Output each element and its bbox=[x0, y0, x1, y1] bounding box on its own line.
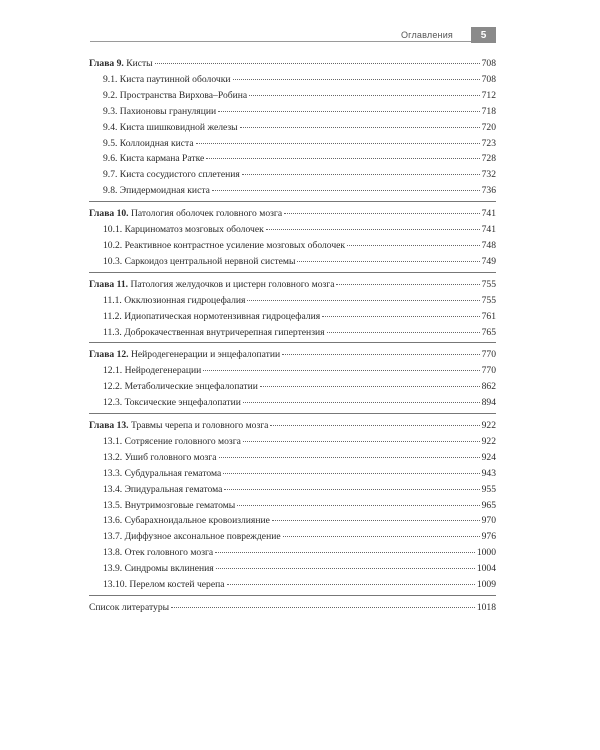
toc-chapter-row[interactable] bbox=[89, 56, 496, 72]
item-title: Ушиб головного мозга bbox=[124, 451, 217, 463]
dot-leader bbox=[336, 284, 479, 285]
page-number: 748 bbox=[481, 239, 496, 251]
item-title: Метаболические энцефалопатии bbox=[124, 381, 258, 393]
chapter-label: Глава 13. bbox=[89, 420, 129, 432]
dot-leader bbox=[272, 520, 480, 521]
item-title: Сотрясение головного мозга bbox=[124, 435, 241, 447]
page-number: 741 bbox=[481, 208, 496, 220]
page-number: 976 bbox=[481, 531, 496, 543]
item-title: Киста сосудистого сплетения bbox=[119, 169, 240, 181]
dot-leader bbox=[242, 174, 480, 175]
item-title: Саркоидоз центральной нервной системы bbox=[124, 255, 296, 267]
item-number: 9.1. bbox=[103, 73, 118, 85]
chapter-title: Травмы черепа и головного мозга bbox=[130, 420, 269, 432]
toc-item-row[interactable] bbox=[89, 561, 496, 577]
page-number: 1018 bbox=[476, 602, 496, 613]
running-header bbox=[90, 29, 495, 42]
item-number: 13.5. bbox=[103, 499, 123, 511]
toc-item-row[interactable] bbox=[89, 363, 496, 379]
dot-leader bbox=[219, 457, 480, 458]
toc-item-row[interactable] bbox=[89, 238, 496, 254]
chapter-label: Глава 11. bbox=[89, 278, 129, 290]
item-title: Отек головного мозга bbox=[124, 547, 214, 559]
item-title: Диффузное аксональное повреждение bbox=[124, 531, 281, 543]
dot-leader bbox=[283, 536, 480, 537]
toc-item-row[interactable] bbox=[89, 293, 496, 309]
dot-leader bbox=[243, 441, 480, 442]
dot-leader bbox=[155, 63, 480, 64]
dot-leader bbox=[203, 370, 479, 371]
item-number: 9.7. bbox=[103, 169, 118, 181]
item-number: 13.7. bbox=[103, 531, 123, 543]
item-number: 12.1. bbox=[103, 365, 123, 377]
dot-leader bbox=[212, 190, 480, 191]
item-number: 10.1. bbox=[103, 224, 123, 236]
item-title: Токсические энцефалопатии bbox=[124, 397, 241, 409]
dot-leader bbox=[215, 552, 475, 553]
page-number: 770 bbox=[481, 365, 496, 377]
page-number: 720 bbox=[481, 121, 496, 133]
page-number: 749 bbox=[481, 255, 496, 267]
item-number: 9.8. bbox=[103, 185, 118, 197]
item-number: 10.2. bbox=[103, 239, 123, 251]
page-number: 761 bbox=[481, 310, 496, 322]
dot-leader bbox=[243, 402, 480, 403]
item-number: 10.3. bbox=[103, 255, 123, 267]
toc-item-row[interactable] bbox=[89, 222, 496, 238]
item-title: Карциноматоз мозговых оболочек bbox=[124, 224, 264, 236]
page-number: 770 bbox=[481, 349, 496, 361]
page-number: 755 bbox=[481, 278, 496, 290]
page-number: 736 bbox=[481, 185, 496, 197]
toc-item-row[interactable] bbox=[89, 434, 496, 450]
page-number: 862 bbox=[481, 381, 496, 393]
dot-leader bbox=[270, 425, 479, 426]
item-title: Окклюзионная гидроцефалия bbox=[124, 294, 246, 306]
toc-item-row[interactable] bbox=[89, 254, 496, 270]
item-number: 9.5. bbox=[103, 137, 118, 149]
toc-item-row[interactable] bbox=[89, 379, 496, 395]
item-title: Перелом костей черепа bbox=[129, 579, 225, 591]
chapter-title: Патология оболочек головного мозга bbox=[130, 208, 283, 220]
dot-leader bbox=[240, 127, 480, 128]
item-number: 13.2. bbox=[103, 451, 123, 463]
page-number: 955 bbox=[481, 483, 496, 495]
item-number: 13.8. bbox=[103, 547, 123, 559]
toc-item-row[interactable] bbox=[89, 482, 496, 498]
header-title: Оглавления bbox=[400, 30, 453, 40]
dot-leader bbox=[284, 213, 480, 214]
chapter-label: Глава 12. bbox=[89, 349, 129, 361]
item-number: 13.9. bbox=[103, 563, 123, 575]
item-title: Киста шишковидной железы bbox=[119, 121, 238, 133]
toc-item-row[interactable] bbox=[89, 104, 496, 120]
toc-item-row[interactable] bbox=[89, 120, 496, 136]
toc-chapter-row[interactable] bbox=[89, 347, 496, 363]
chapter-title: Патология желудочков и цистерн головного мозга bbox=[130, 278, 335, 290]
toc-item-row[interactable] bbox=[89, 309, 496, 325]
chapter-title: Нейродегенерации и энцефалопатии bbox=[130, 349, 281, 361]
toc-item-row[interactable] bbox=[89, 325, 496, 341]
toc-chapter-row[interactable] bbox=[89, 418, 496, 434]
dot-leader bbox=[206, 158, 479, 159]
item-title: Реактивное контрастное усиление мозговых оболочек bbox=[124, 239, 346, 251]
toc-item-row[interactable] bbox=[89, 151, 496, 167]
item-title: Доброкачественная внутричерепная гипертензия bbox=[124, 326, 325, 338]
toc-item-row[interactable] bbox=[89, 450, 496, 466]
toc-section bbox=[89, 206, 496, 273]
dot-leader bbox=[237, 505, 479, 506]
page-number: 741 bbox=[481, 224, 496, 236]
page-number: 765 bbox=[481, 326, 496, 338]
page-number: 922 bbox=[481, 420, 496, 432]
item-title: Киста кармана Ратке bbox=[119, 153, 205, 165]
dot-leader bbox=[171, 607, 475, 608]
chapter-label: Глава 9. bbox=[89, 58, 124, 69]
page-number: 718 bbox=[481, 105, 496, 117]
page-number: 924 bbox=[481, 451, 496, 463]
page-number: 708 bbox=[481, 73, 496, 85]
toc-item-row[interactable] bbox=[89, 498, 496, 514]
item-title: Идиопатическая нормотензивная гидроцефалия bbox=[124, 310, 321, 322]
item-title: Внутримозговые гематомы bbox=[124, 499, 236, 511]
toc-chapter-row[interactable] bbox=[89, 206, 496, 222]
page-number: 1004 bbox=[476, 563, 496, 575]
item-number: 9.6. bbox=[103, 153, 118, 165]
toc-section bbox=[89, 56, 496, 202]
toc-item-row[interactable] bbox=[89, 136, 496, 152]
page-number: 755 bbox=[481, 294, 496, 306]
item-number: 9.4. bbox=[103, 121, 118, 133]
item-title: Пахионовы грануляции bbox=[119, 105, 217, 117]
dot-leader bbox=[196, 143, 480, 144]
page-number: 894 bbox=[481, 397, 496, 409]
toc-section bbox=[89, 600, 496, 618]
toc-chapter-row[interactable] bbox=[89, 600, 496, 616]
toc-chapter-row[interactable] bbox=[89, 277, 496, 293]
toc-item-row[interactable] bbox=[89, 88, 496, 104]
dot-leader bbox=[322, 316, 479, 317]
dot-leader bbox=[227, 584, 475, 585]
page-number: 712 bbox=[481, 89, 496, 101]
item-title: Эпидермоидная киста bbox=[119, 185, 210, 197]
item-number: 13.10. bbox=[103, 579, 127, 591]
toc-item-row[interactable] bbox=[89, 513, 496, 529]
page-number: 708 bbox=[481, 58, 496, 69]
page-number: 922 bbox=[481, 435, 496, 447]
dot-leader bbox=[266, 229, 480, 230]
item-number: 12.3. bbox=[103, 397, 123, 409]
toc-section bbox=[89, 347, 496, 414]
dot-leader bbox=[249, 95, 479, 96]
page-number: 965 bbox=[481, 499, 496, 511]
dot-leader bbox=[327, 332, 480, 333]
chapter-label: Глава 10. bbox=[89, 208, 129, 220]
item-number: 12.2. bbox=[103, 381, 123, 393]
toc-item-row[interactable] bbox=[89, 466, 496, 482]
page-number: 970 bbox=[481, 515, 496, 527]
toc-item-row[interactable] bbox=[89, 577, 496, 593]
item-number: 13.3. bbox=[103, 467, 123, 479]
page-number-badge: 5 bbox=[471, 27, 496, 43]
toc-item-row[interactable] bbox=[89, 183, 496, 199]
item-number: 11.3. bbox=[103, 326, 122, 338]
chapter-title: Кисты bbox=[126, 58, 153, 69]
item-title: Коллоидная киста bbox=[119, 137, 194, 149]
page-number: 1009 bbox=[476, 579, 496, 591]
page-number: 723 bbox=[481, 137, 496, 149]
item-number: 11.2. bbox=[103, 310, 122, 322]
item-number: 13.1. bbox=[103, 435, 123, 447]
page-number: 732 bbox=[481, 169, 496, 181]
item-title: Нейродегенерации bbox=[124, 365, 202, 377]
dot-leader bbox=[297, 261, 479, 262]
dot-leader bbox=[347, 245, 480, 246]
dot-leader bbox=[216, 568, 475, 569]
item-title: Синдромы вклинения bbox=[124, 563, 214, 575]
toc-item-row[interactable] bbox=[89, 167, 496, 183]
dot-leader bbox=[218, 111, 479, 112]
dot-leader bbox=[260, 386, 480, 387]
item-title: Эпидуральная гематома bbox=[124, 483, 223, 495]
item-number: 11.1. bbox=[103, 294, 122, 306]
dot-leader bbox=[224, 489, 479, 490]
dot-leader bbox=[247, 300, 479, 301]
item-title: Пространства Вирхова–Робина bbox=[119, 89, 248, 101]
dot-leader bbox=[233, 79, 480, 80]
page-number: 943 bbox=[481, 467, 496, 479]
table-of-contents bbox=[89, 56, 496, 622]
dot-leader bbox=[223, 473, 479, 474]
toc-item-row[interactable] bbox=[89, 72, 496, 88]
chapter-title: Список литературы bbox=[89, 602, 170, 613]
item-number: 13.4. bbox=[103, 483, 123, 495]
item-title: Субарахноидальное кровоизлияние bbox=[124, 515, 270, 527]
page-number: 1000 bbox=[476, 547, 496, 559]
toc-section bbox=[89, 418, 496, 596]
toc-item-row[interactable] bbox=[89, 529, 496, 545]
toc-item-row[interactable] bbox=[89, 395, 496, 411]
toc-section bbox=[89, 277, 496, 344]
item-number: 9.3. bbox=[103, 105, 118, 117]
item-title: Киста паутинной оболочки bbox=[119, 73, 231, 85]
item-title: Субдуральная гематома bbox=[124, 467, 222, 479]
page-number: 728 bbox=[481, 153, 496, 165]
item-number: 13.6. bbox=[103, 515, 123, 527]
item-number: 9.2. bbox=[103, 89, 118, 101]
dot-leader bbox=[282, 354, 479, 355]
toc-item-row[interactable] bbox=[89, 545, 496, 561]
